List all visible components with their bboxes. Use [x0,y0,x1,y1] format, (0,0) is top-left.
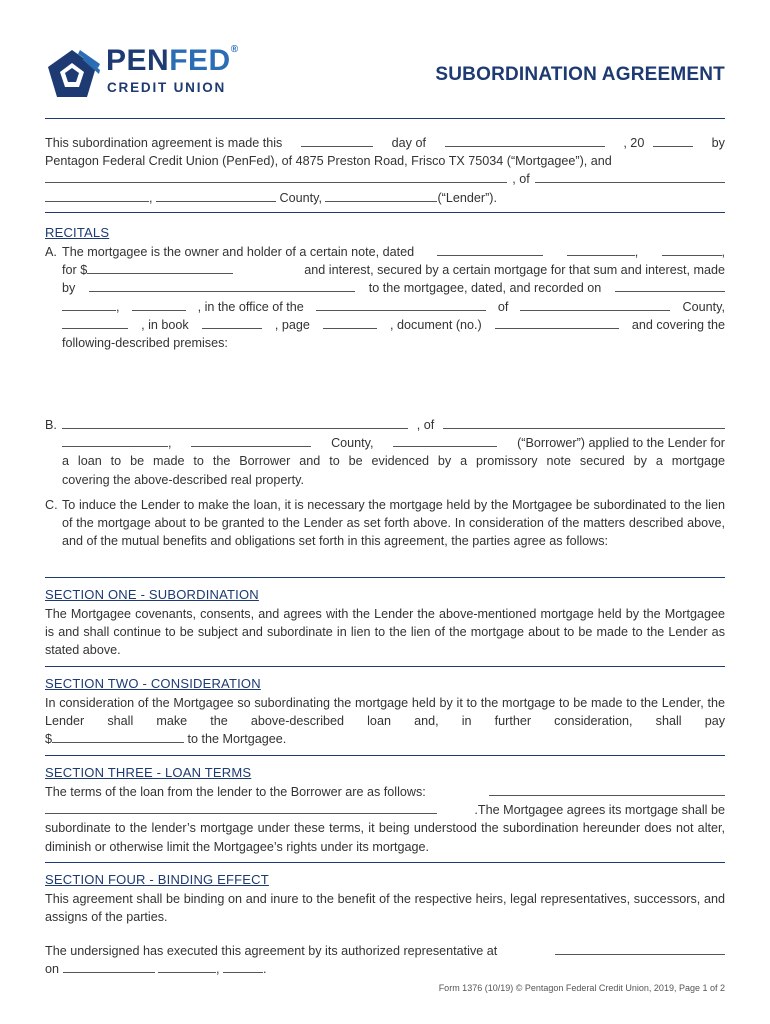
section-one-heading: SECTION ONE - SUBORDINATION [45,587,259,602]
recorded-date-blank[interactable] [615,279,725,292]
pentagon-logo-icon [44,46,100,102]
document-number-blank[interactable] [495,316,619,329]
brand-name: PENFED® [106,44,239,77]
note-date-blank-2[interactable] [567,243,635,256]
recording-state-blank[interactable] [62,316,128,329]
loan-terms-blank-2[interactable] [45,801,437,814]
borrower-address-blank[interactable] [443,416,725,429]
lender-address-blank[interactable] [535,170,725,183]
divider-recitals [45,212,725,213]
header-divider [45,118,725,119]
divider-section-two [45,666,725,667]
divider-section-four [45,862,725,863]
day-blank[interactable] [301,134,373,147]
recorded-date-blank-2[interactable] [62,298,116,311]
document-title: SUBORDINATION AGREEMENT [435,64,725,85]
lender-county-blank[interactable] [156,189,276,202]
divider-section-one [45,577,725,578]
borrower-city-blank[interactable] [62,434,168,447]
intro-line-1: This subordination agreement is made this day of , 20 by [45,136,725,150]
form-footer: Form 1376 (10/19) © Pentagon Federal Credit Union, 2019, Page 1 of 2 [438,983,725,993]
borrower-county-blank[interactable] [191,434,311,447]
divider-section-three [45,755,725,756]
recording-office-blank[interactable] [316,298,486,311]
intro-line-2: Pentagon Federal Credit Union (PenFed), of 4875 Preston Road, Frisco TX 75034 (“Mortgagee”), and [45,154,612,169]
section-one-text: The Mortgagee covenants, consents, and agrees with the Lender the above-mentioned mortgage held by the Mortgagee is and shall continue to be subject and subordinate in lien to the lien of the mortgage about to be made to the Lender as stated above. [45,607,725,658]
mortgagor-blank[interactable] [89,279,355,292]
borrower-name-blank[interactable] [62,416,408,429]
intro-paragraph [45,134,725,207]
recital-b: B. , of , County, (“Borrower”) applied to the Lender for a loan to be made to the Borrower and to be evidenced by a promissory note secured by a mortgage covering the above-described real property. [45,418,725,487]
section-four-heading: SECTION FOUR - BINDING EFFECT [45,872,269,887]
intro-line-3: , of [45,170,725,188]
recorded-year-blank[interactable] [132,298,186,311]
section-four-text: This agreement shall be binding on and inure to the benefit of the respective heirs, legal representatives, successors, and assigns of the parties. [45,892,725,925]
year-blank[interactable] [653,134,693,147]
borrower-state-blank[interactable] [393,434,497,447]
lender-state-blank[interactable] [325,189,437,202]
page-blank[interactable] [323,316,377,329]
section-two-heading: SECTION TWO - CONSIDERATION [45,676,261,691]
note-date-blank[interactable] [437,243,543,256]
section-two-text: In consideration of the Mortgagee so subordinating the mortgage held by it to the mortgage to be made to the Lender, the Lender shall make the above-described loan and, in further consideration, shall pay $ to the Mortgagee. [45,696,725,747]
recital-a: A. The mortgagee is the owner and holder of a certain note, dated , , for $ and interest, secured by a certain mortgage for that sum and interest, made by to the mortgagee, dated, and recorded on , , in the office of the of County, , in book , page , document (no.) and covering the following-described premises: [45,245,725,351]
execution-location-blank[interactable] [555,942,725,955]
lender-city-blank[interactable] [45,189,149,202]
execution-year-blank[interactable] [223,960,263,973]
lender-name-blank[interactable] [45,170,507,183]
consideration-amount-blank[interactable] [52,730,184,743]
note-amount-blank[interactable] [87,261,233,274]
month-blank[interactable] [445,134,605,147]
recital-c: C. To induce the Lender to make the loan, it is necessary the mortgage held by the Mortgagee be subordinated to the lien of the mortgage about to be granted to the Lender as set forth above. In consideration of the matters described above, and of the mutual benefits and obligations set forth in this agreement, the parties agree as follows: [45,498,725,549]
section-three-text: The terms of the loan from the lender to the Borrower are as follows: .The Mortgagee agrees its mortgage shall be subordinate to the lender’s mortgage under these terms, it being understood the subordination hereunder does not alter, diminish or otherwise limit the Mortgagee’s rights under its mortgage. [45,785,725,854]
execution-date-blank-2[interactable] [158,960,216,973]
book-blank[interactable] [202,316,262,329]
penfed-logo [44,46,264,102]
note-year-blank[interactable] [662,243,722,256]
section-three-heading: SECTION THREE - LOAN TERMS [45,765,252,780]
recitals-heading: RECITALS [45,225,110,240]
brand-subtitle: CREDIT UNION [107,80,227,95]
closing-text: The undersigned has executed this agreement by its authorized representative at on , . [45,942,725,978]
execution-date-blank[interactable] [63,960,155,973]
intro-line-4: , County, (“Lender”). [45,189,725,207]
recording-county-blank[interactable] [520,298,670,311]
loan-terms-blank[interactable] [489,783,725,796]
